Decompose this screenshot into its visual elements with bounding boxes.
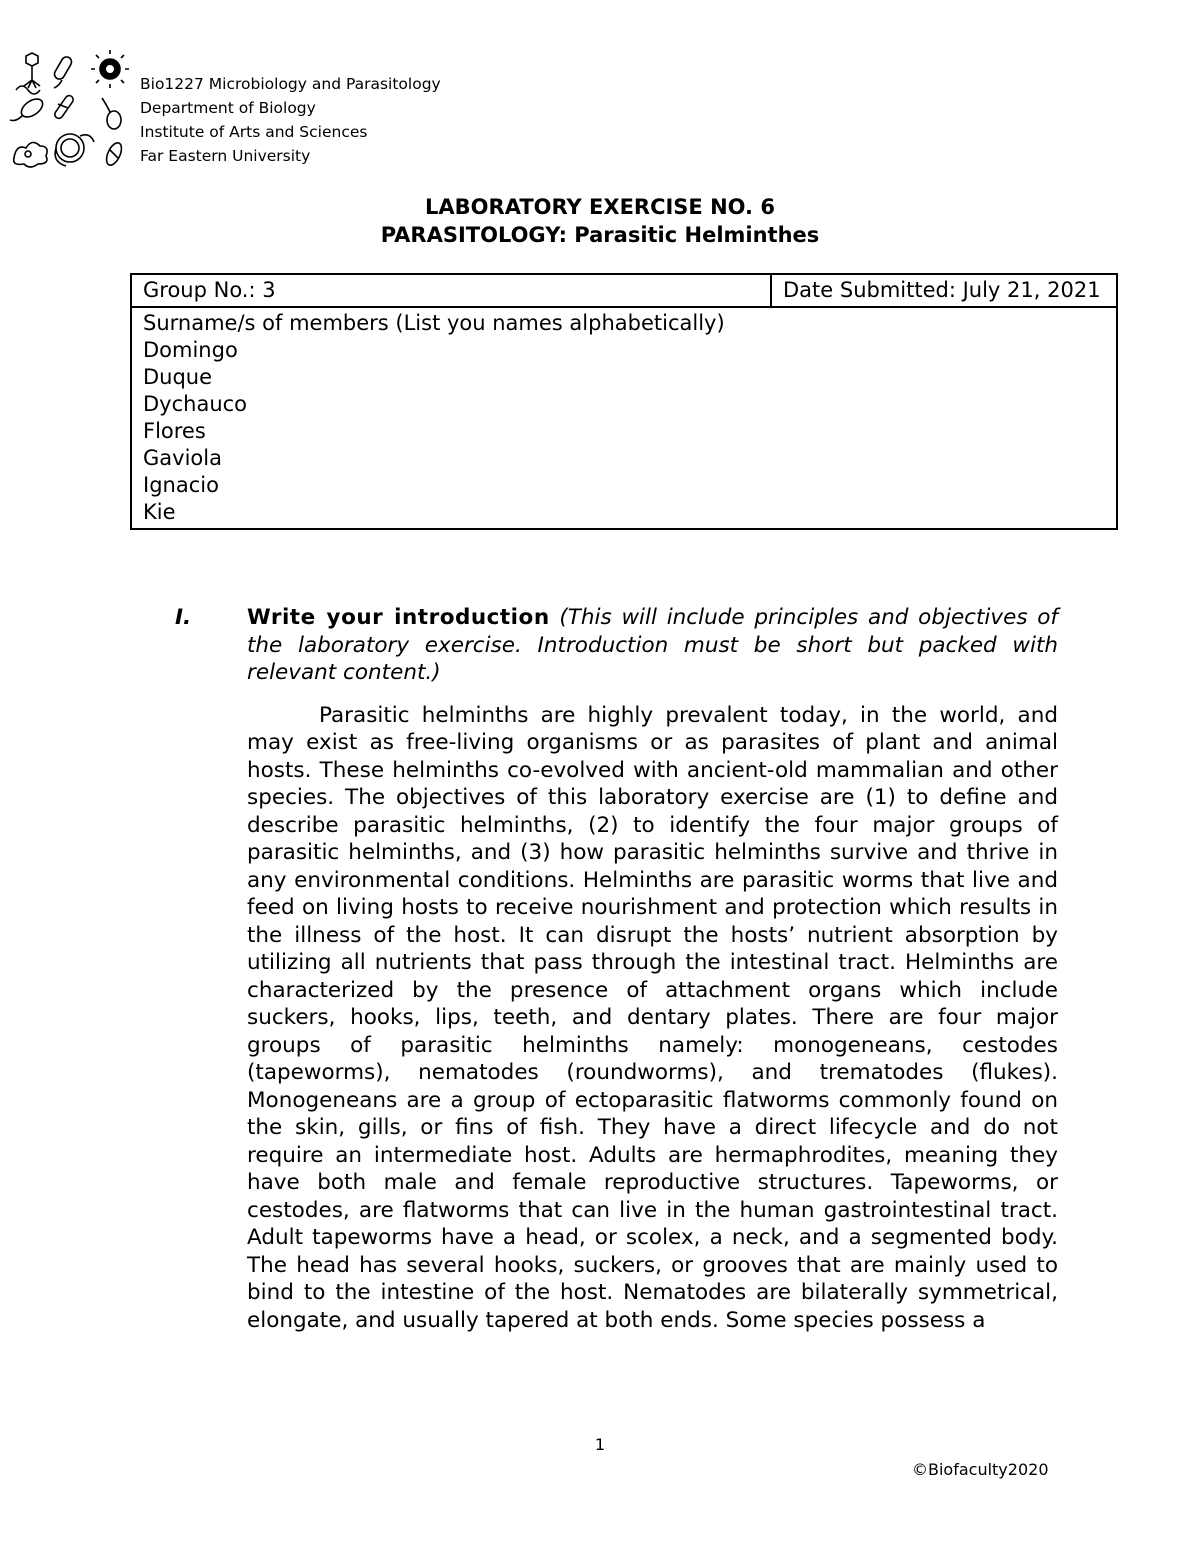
university-name: Far Eastern University — [140, 147, 311, 165]
bacillus-icon — [53, 55, 74, 88]
streptobacillus-icon — [53, 94, 74, 120]
members-label: Surname/s of members (List you names alphabetically) — [143, 311, 725, 335]
member-name: Domingo — [143, 338, 238, 362]
bacteriophage-icon — [24, 53, 40, 88]
flagellate-icon — [102, 98, 121, 129]
institute-name: Institute of Arts and Sciences — [140, 123, 368, 141]
institution-block — [140, 72, 441, 168]
member-name: Kie — [143, 500, 176, 524]
course-name: Bio1227 Microbiology and Parasitology — [140, 75, 441, 93]
member-name: Flores — [143, 419, 206, 443]
section-heading-title: Write your introduction — [247, 605, 550, 630]
introduction-section — [175, 604, 1058, 1334]
section-instructions: (This will include principles and objectives of the laboratory exercise. Introduction must be short but packed with relevant content.) — [247, 605, 1059, 685]
microbes-logo — [6, 50, 130, 170]
member-name: Dychauco — [143, 392, 248, 416]
protozoa-icon — [10, 95, 46, 120]
fluke-icon — [103, 141, 124, 168]
title-line-1: LABORATORY EXERCISE NO. 6 — [425, 195, 775, 219]
amoeba-icon — [14, 142, 47, 167]
section-heading — [247, 604, 1058, 687]
section-number: I. — [175, 605, 192, 630]
member-name: Ignacio — [143, 473, 219, 497]
group-info-table — [130, 273, 1118, 530]
member-name: Gaviola — [143, 446, 222, 470]
title-line-2: PARASITOLOGY: Parasitic Helminthes — [380, 223, 820, 247]
members-cell — [131, 307, 1117, 529]
virus-icon — [91, 50, 129, 88]
introduction-paragraph: Parasitic helminths are highly prevalent today, in the world, and may exist as free-living organisms or as parasites of plant and animal hosts. These helminths co-evolved with ancient-old mammalian and other species. The objectives of this laboratory exercise are (1) to define and describe parasitic helminths, (2) to identify the four major groups of parasitic helminths, and (3) how parasitic helminths survive and thrive in any environmental conditions. Helminths are parasitic worms that live and feed on living hosts to receive nourishment and protection which results in the illness of the host. It can disrupt the hosts’ nutrient absorption by utilizing all nutrients that pass through the intestinal tract. Helminths are characterized by the presence of attachment organs which include suckers, hooks, lips, teeth, and dentary plates. There are four major groups of parasitic helminths namely: monogeneans, cestodes (tapeworms), nematodes (roundworms), and trematodes (flukes). Monogeneans are a group of ectoparasitic flatworms commonly found on the skin, gills, or fins of fish. They have a direct lifecycle and do not require an intermediate host. Adults are hermaphrodites, meaning they have both male and female reproductive structures. Tapeworms, or cestodes, are flatworms that can live in the human gastrointestinal tract. Adult tapeworms have a head, or scolex, a neck, and a segmented body. The head has several hooks, suckers, or grooves that are mainly used to bind to the intestine of the host. Nematodes are bilaterally symmetrical, elongate, and usually tapered at both ends. Some species possess a — [247, 702, 1058, 1333]
department-name: Department of Biology — [140, 99, 316, 117]
member-name: Duque — [143, 365, 213, 389]
document-title — [0, 193, 1200, 249]
group-number-cell: Group No.: 3 — [131, 274, 771, 307]
coiled-worm-icon — [55, 134, 94, 166]
page-number: 1 — [594, 1435, 606, 1454]
date-submitted-cell: Date Submitted: July 21, 2021 — [771, 274, 1117, 307]
copyright-notice: ©Biofaculty2020 — [912, 1460, 1049, 1479]
